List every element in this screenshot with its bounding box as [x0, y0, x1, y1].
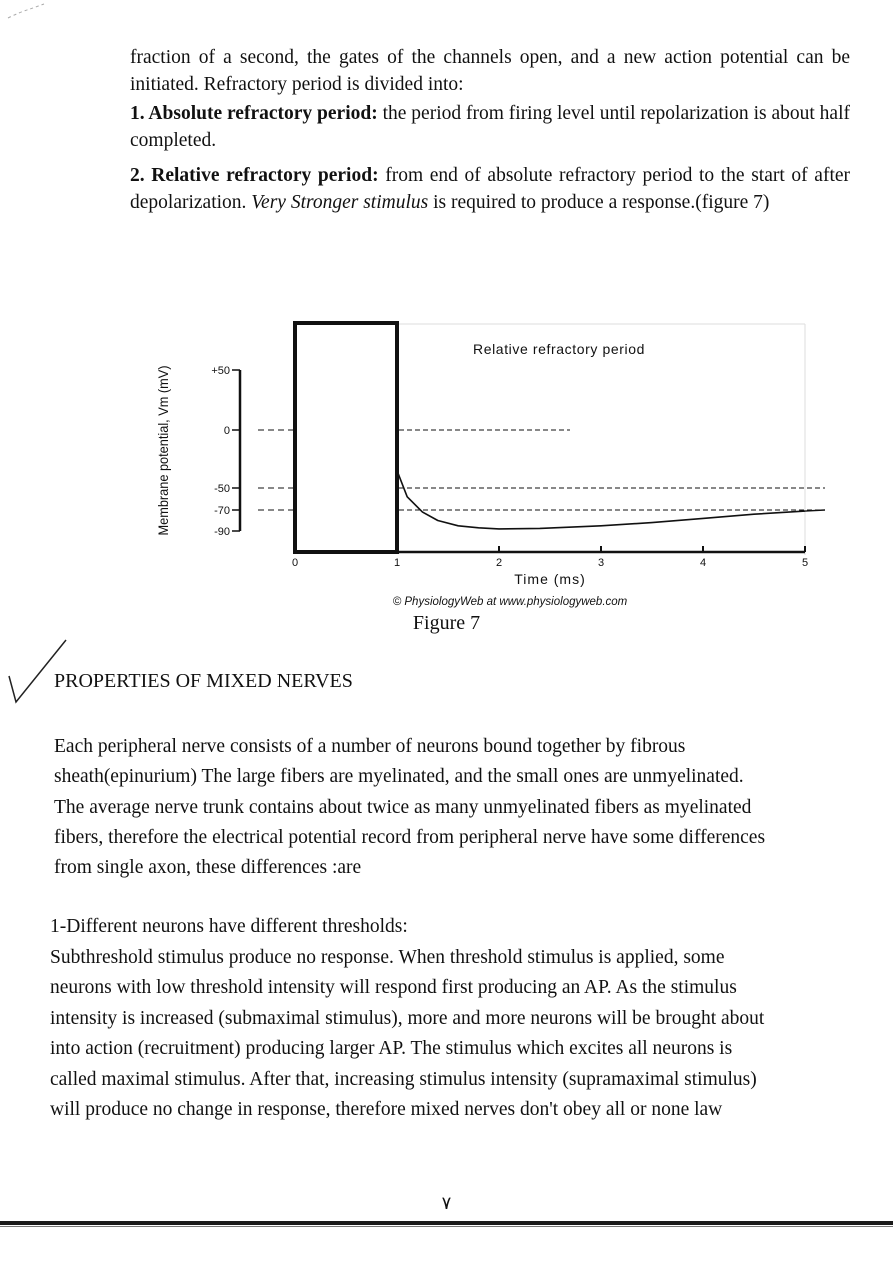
thresholds-section: [50, 912, 780, 1126]
y-axis-label: Membrane potential, Vm (mV): [155, 348, 171, 536]
intro-text: [130, 44, 850, 216]
relative-refractory-label: Relative refractory period: [473, 341, 645, 357]
figure-caption: Figure 7: [412, 612, 481, 634]
thresholds-point: 1-Different neurons have different thresholds:: [50, 916, 408, 937]
section-heading: PROPERTIES OF MIXED NERVES: [54, 670, 353, 692]
intro-line: fraction of a second, the gates of the channels open, and a new action potential can be initiated. Refractory period is divided into:: [130, 47, 850, 95]
absolute-refractory-text: the period from firing level until repolarization is about half completed.: [130, 103, 850, 151]
relative-refractory-text-b: is required to produce a response.(figure 7): [428, 192, 770, 213]
footer-rule-thin: [0, 1226, 893, 1227]
footer-rule: [0, 1221, 893, 1225]
y-tick-label: 0: [223, 425, 230, 437]
corner-scribble-mark: [6, 2, 46, 22]
y-tick-label: -90: [214, 526, 230, 538]
x-axis-label: Time (ms): [514, 571, 586, 587]
x-tick-label: 1: [393, 557, 401, 569]
x-tick-label: 2: [495, 557, 503, 569]
x-tick-label: 5: [801, 557, 809, 569]
absolute-refractory-title: 1. Absolute refractory period:: [130, 103, 378, 124]
section-paragraph-2: Subthreshold stimulus produce no response. When threshold stimulus is applied, some neurons with low threshold intensity will respond first producing an AP. As the stimulus intensity is increased (submaximal stimulus), more and more neurons will be brought about into action (recruitment) producing larger AP. The stimulus which excites all neurons is called maximal stimulus. After that, increasing stimulus intensity (supramaximal stimulus) will produce no change in response, therefore mixed nerves don't obey all or none law: [50, 946, 765, 1120]
y-tick-label: -70: [214, 505, 230, 517]
relative-refractory-title: 2. Relative refractory period:: [130, 165, 379, 186]
absolute-refractory-item: [130, 100, 850, 154]
relative-refractory-item: [130, 162, 850, 216]
y-tick-label: +50: [211, 365, 230, 377]
y-tick-label: -50: [214, 483, 230, 495]
refractory-period-chart: [150, 310, 830, 610]
x-tick-label: 0: [291, 557, 299, 569]
membrane-potential-curve: [397, 471, 805, 529]
x-tick-label: 4: [699, 557, 707, 569]
relative-refractory-text-a: from end of absolute refractory period to the start of after depolarization.: [130, 165, 851, 213]
absolute-refractory-box: [295, 323, 397, 552]
relative-refractory-italic: Very Stronger stimulus: [251, 192, 429, 213]
x-tick-label: 3: [597, 557, 605, 569]
section-paragraph-1: Each peripheral nerve consists of a number of neurons bound together by fibrous sheath(epinurium) The large fibers are myelinated, and the small ones are unmyelinated. The average nerve trunk contains about twice as many unmyelinated fibers as myelinated fibers, therefore the electrical potential record from peripheral nerve have some differences from single axon, these differences :are: [54, 736, 766, 879]
figure-credit: © PhysiologyWeb at www.physiologyweb.com: [392, 596, 628, 608]
page-number: ٧: [441, 1193, 452, 1213]
